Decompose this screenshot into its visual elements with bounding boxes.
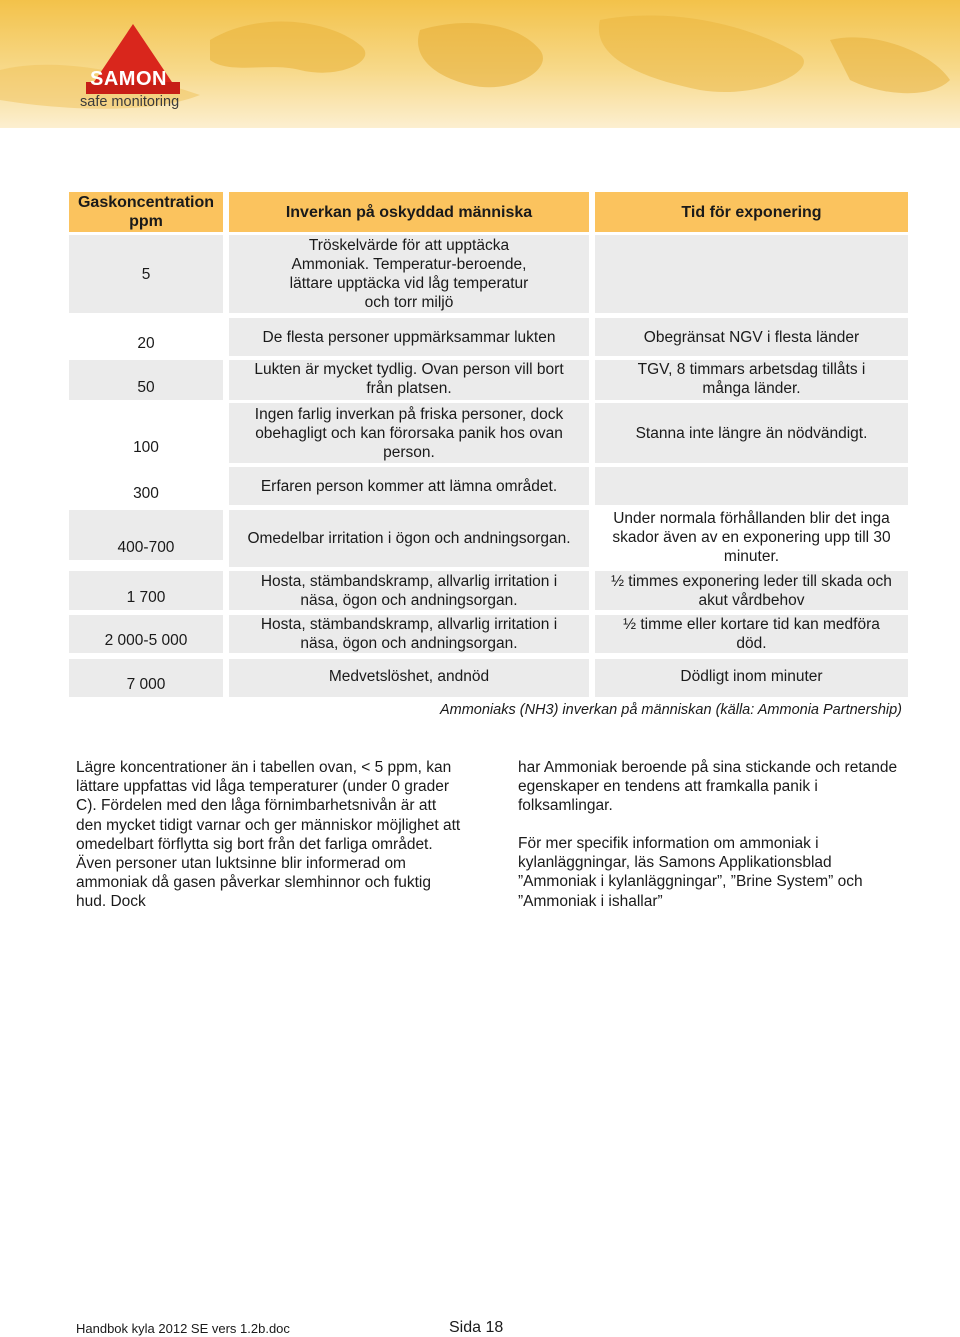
footer-document-name: Handbok kyla 2012 SE vers 1.2b.doc bbox=[76, 1321, 290, 1336]
logo-brand-name: SAMON bbox=[90, 68, 167, 90]
footer-page-number: Sida 18 bbox=[449, 1319, 504, 1336]
header-concentration: Gaskoncentration ppm bbox=[69, 192, 223, 232]
row-ppm: 5 bbox=[69, 235, 223, 313]
row-effect: De flesta personer uppmärksammar lukten bbox=[229, 318, 589, 356]
row-exposure: Stanna inte längre än nödvändigt. bbox=[595, 403, 908, 463]
row-effect: Tröskelvärde för att upptäcka Ammoniak. Temperatur-beroende, lättare upptäcka vid låg temperatur och torr miljö bbox=[229, 235, 589, 313]
body-right-paragraph-1: har Ammoniak beroende på sina stickande och retande egenskaper en tendens att framkalla panik i folksamlingar. bbox=[518, 759, 898, 815]
row-effect: Hosta, stämbandskramp, allvarlig irritation i näsa, ögon och andningsorgan. bbox=[229, 571, 589, 610]
row-effect: Medvetslöshet, andnöd bbox=[229, 659, 589, 697]
row-effect: Erfaren person kommer att lämna området. bbox=[229, 467, 589, 505]
row-ppm: 7 000 bbox=[69, 659, 223, 697]
row-exposure bbox=[595, 235, 908, 313]
body-left-paragraph: Lägre koncentrationer än i tabellen ovan, < 5 ppm, kan lättare uppfattas vid låga temperaturer (under 0 grader C). Fördelen med den låga förnimbarhetsnivån är att den mycket tidigt varnar och ger människor möjlighet att omedelbart förflytta sig bort från det farliga området. Även personer utan luktsinne blir informerad om ammoniak då gasen påverkar slemhinnor och fuktig hud. Dock bbox=[76, 759, 461, 911]
table-caption: Ammoniaks (NH3) inverkan på människan (källa: Ammonia Partnership) bbox=[439, 702, 902, 718]
row-ppm: 300 bbox=[69, 466, 223, 506]
row-effect: Hosta, stämbandskramp, allvarlig irritation i näsa, ögon och andningsorgan. bbox=[229, 615, 589, 653]
row-exposure: ½ timme eller kortare tid kan medföra död. bbox=[595, 615, 908, 653]
row-ppm: 400-700 bbox=[69, 510, 223, 560]
row-effect: Ingen farlig inverkan på friska personer, dock obehagligt och kan förorsaka panik hos ovan person. bbox=[229, 403, 589, 463]
row-exposure: Dödligt inom minuter bbox=[595, 659, 908, 697]
row-ppm: 20 bbox=[69, 316, 223, 356]
row-ppm: 50 bbox=[69, 360, 223, 400]
row-ppm: 2 000-5 000 bbox=[69, 615, 223, 653]
header-banner bbox=[0, 0, 960, 128]
row-ppm: 1 700 bbox=[69, 571, 223, 610]
header-effect: Inverkan på oskyddad människa bbox=[229, 192, 589, 232]
row-ppm: 100 bbox=[69, 403, 223, 460]
row-effect: Omedelbar irritation i ögon och andningsorgan. bbox=[229, 510, 589, 567]
body-right-paragraph-2: För mer specifik information om ammoniak i kylanläggningar, läs Samons Applikationsblad ”Ammoniak i kylanläggningar”, ”Brine System” och ”Ammoniak i ishallar” bbox=[518, 835, 863, 910]
row-exposure bbox=[595, 467, 908, 505]
header-exposure: Tid för exponering bbox=[595, 192, 908, 232]
row-exposure: Obegränsat NGV i flesta länder bbox=[595, 318, 908, 356]
row-effect: Lukten är mycket tydlig. Ovan person vill bort från platsen. bbox=[229, 360, 589, 400]
row-exposure: Under normala förhållanden blir det inga skador även av en exponering upp till 30 minuter. bbox=[595, 508, 908, 567]
samon-logo bbox=[78, 24, 188, 116]
row-exposure: TGV, 8 timmars arbetsdag tillåts i många länder. bbox=[595, 360, 908, 400]
logo-tagline: safe monitoring bbox=[80, 94, 180, 110]
row-exposure: ½ timmes exponering leder till skada och akut vårdbehov bbox=[595, 571, 908, 610]
